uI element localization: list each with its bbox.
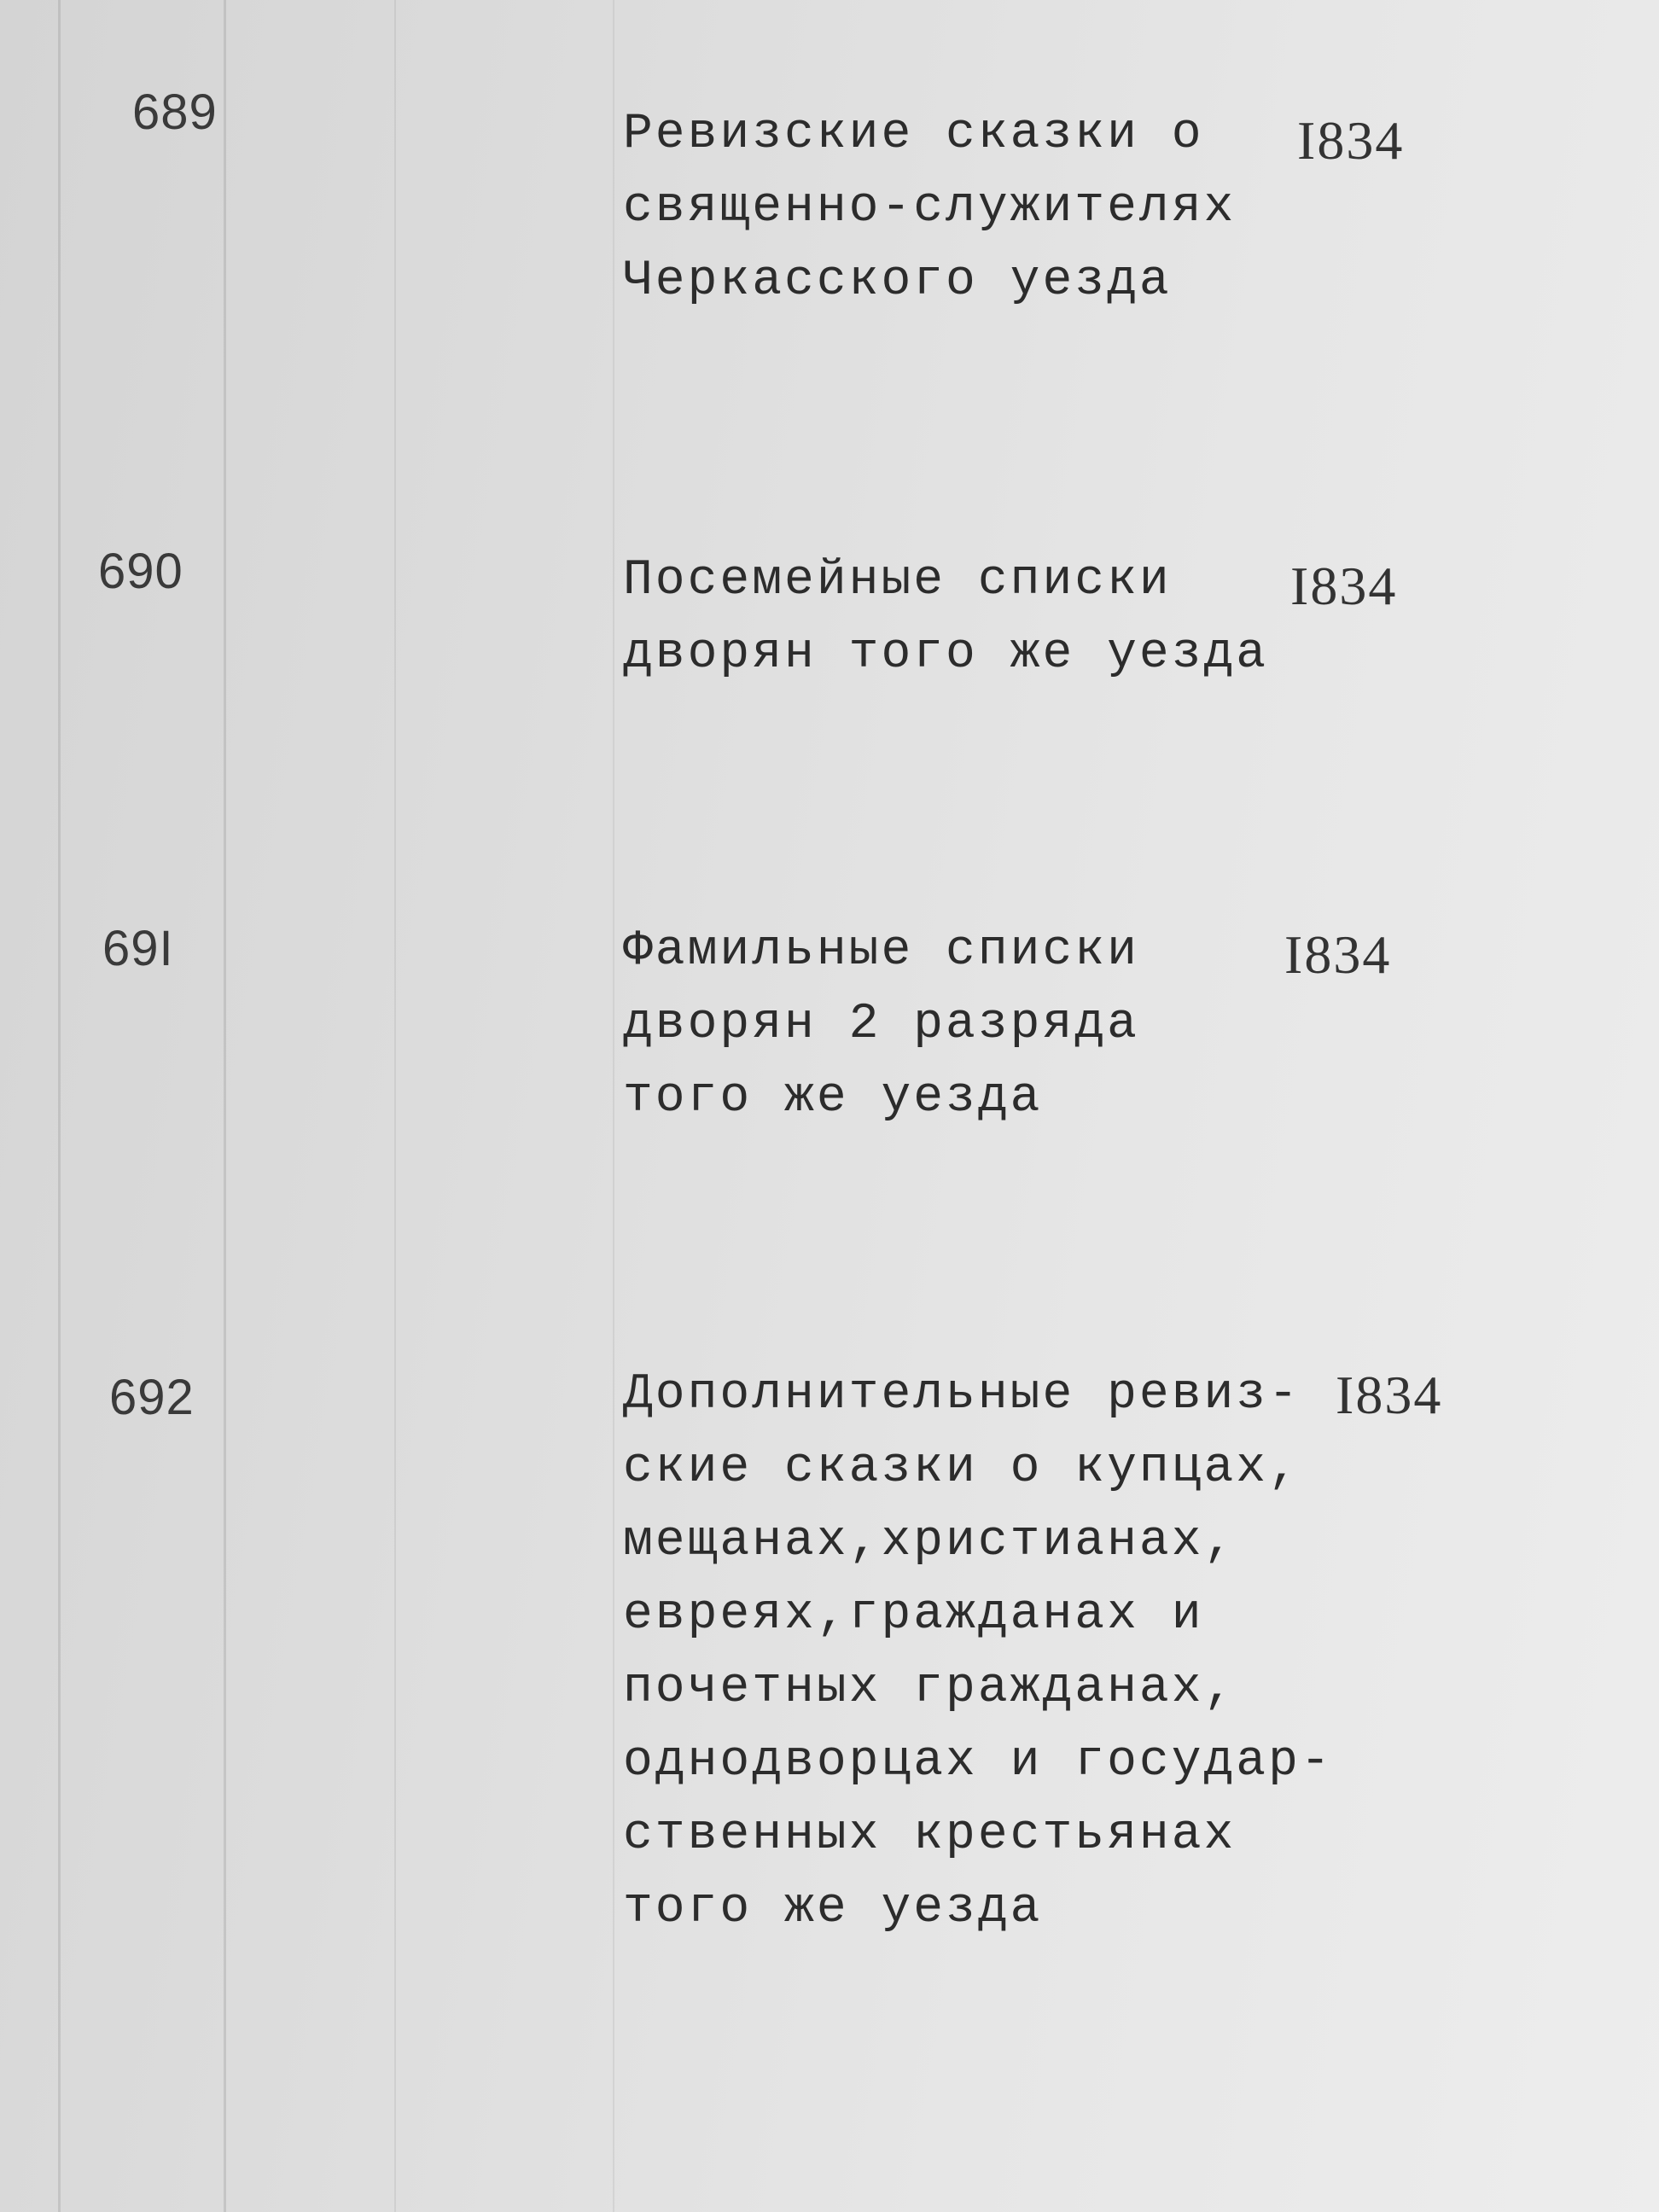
- description-line: священно-служителях: [623, 180, 1237, 236]
- description-line: Дополнительные ревиз-: [623, 1367, 1301, 1423]
- entry-number: 689: [132, 84, 218, 140]
- description-line: почетных гражданах,: [623, 1661, 1237, 1716]
- entry-description: [623, 1359, 1333, 1946]
- entry-year: I834: [1297, 110, 1405, 171]
- description-line: Посемейные списки: [623, 553, 1172, 608]
- entry-description: [623, 544, 1269, 691]
- entry-number: 69I: [102, 921, 174, 976]
- description-line: однодворцах и государ-: [623, 1734, 1333, 1790]
- description-line: того же уезда: [623, 1070, 1043, 1126]
- entry-year: I834: [1284, 924, 1392, 985]
- description-line: того же уезда: [623, 1881, 1043, 1936]
- description-line: евреях,гражданах и: [623, 1587, 1204, 1643]
- description-line: дворян того же уезда: [623, 626, 1269, 682]
- description-line: ственных крестьянах: [623, 1807, 1237, 1863]
- description-line: Фамильные списки: [623, 923, 1139, 979]
- description-line: Ревизские сказки о: [623, 107, 1204, 162]
- description-line: дворян 2 разряда: [623, 997, 1139, 1052]
- entry-number: 690: [98, 544, 183, 599]
- entry-description: [623, 98, 1254, 318]
- entry-number: 692: [109, 1370, 195, 1425]
- entry-year: I834: [1290, 556, 1398, 616]
- column-rule-faint: [394, 0, 396, 2212]
- entry-description: [623, 915, 1254, 1135]
- description-line: Черкасского уезда: [623, 253, 1172, 309]
- description-line: ские сказки о купцах,: [623, 1441, 1301, 1496]
- column-rule-number: [224, 0, 226, 2212]
- entry-year: I834: [1336, 1365, 1443, 1425]
- column-rule-left: [58, 0, 61, 2212]
- description-line: мещанах,христианах,: [623, 1514, 1237, 1569]
- column-rule-description: [613, 0, 614, 2212]
